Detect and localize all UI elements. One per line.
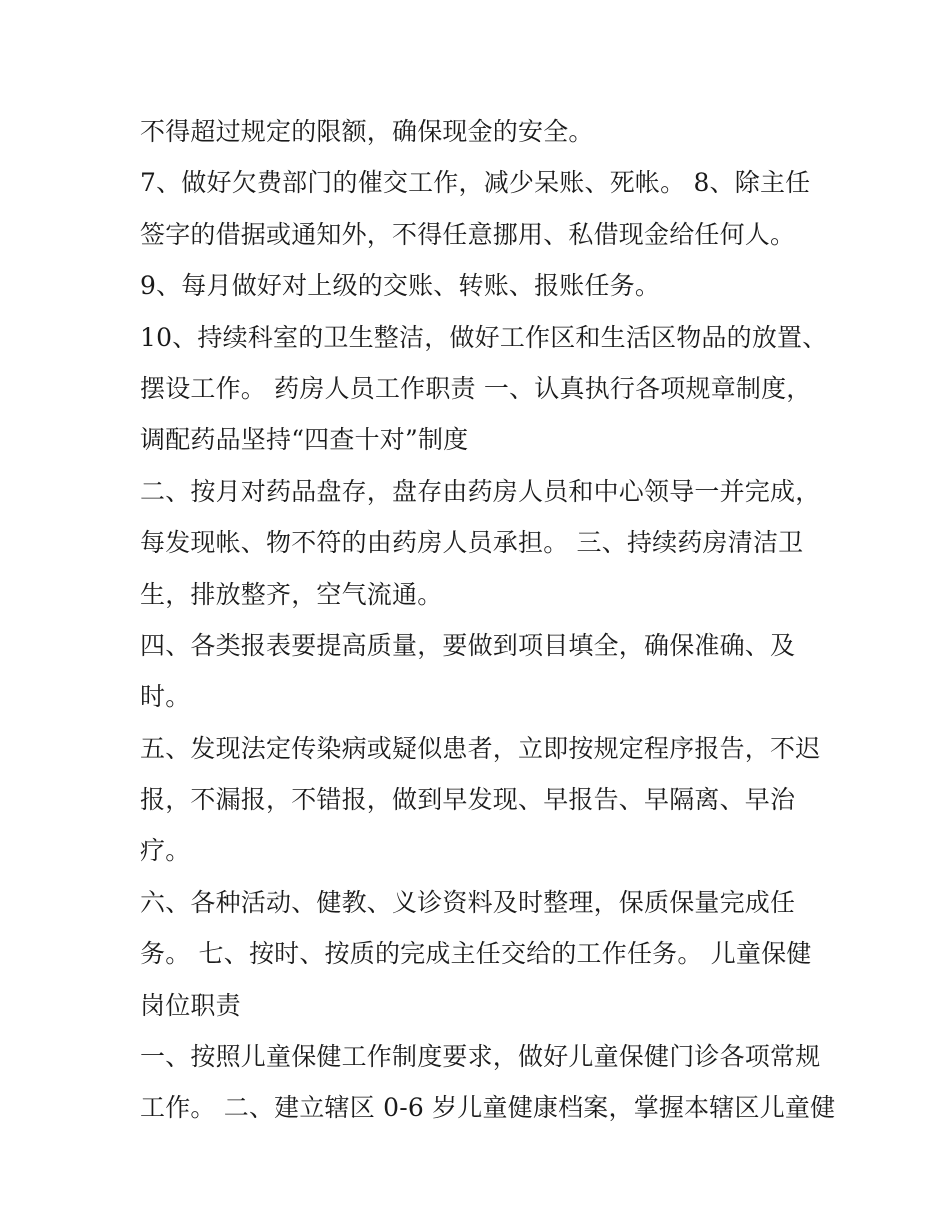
text-line: 六、各种活动、健教、义诊资料及时整理，保质保量完成任	[140, 887, 796, 917]
text-line: 时。	[140, 682, 191, 712]
text-line: 四、各类报表要提高质量，要做到项目填全，确保准确、及	[140, 630, 796, 660]
text-line: 不得超过规定的限额，确保现金的安全。	[140, 117, 594, 146]
text-line: 报，不漏报，不错报，做到早发现、早报告、早隔离、早治	[140, 785, 796, 815]
text-line: 生，排放整齐，空气流通。	[140, 579, 443, 609]
text-line: 工作。 二、建立辖区 0-6 岁儿童健康档案，掌握本辖区儿童健	[140, 1093, 836, 1123]
text-line: 签字的借据或通知外，不得任意挪用、私借现金给任何人。	[140, 219, 796, 249]
text-line: 五、发现法定传染病或疑似患者，立即按规定程序报告，不迟	[140, 733, 821, 763]
text-line: 一、按照儿童保健工作制度要求，做好儿童保健门诊各项常规	[140, 1042, 821, 1072]
text-line: 疗。	[140, 836, 191, 866]
text-line: 二、按月对药品盘存，盘存由药房人员和中心领导一并完成，	[140, 476, 821, 506]
text-line: 务。 七、按时、按质的完成主任交给的工作任务。 儿童保健	[140, 939, 812, 969]
text-line: 10、持续科室的卫生整洁，做好工作区和生活区物品的放置、	[140, 322, 828, 352]
text-line: 每发现帐、物不符的由药房人员承担。 三、持续药房清洁卫	[140, 528, 804, 558]
text-line: 9、每月做好对上级的交账、转账、报账任务。	[140, 271, 661, 301]
text-line: 摆设工作。 药房人员工作职责 一、认真执行各项规章制度，	[140, 373, 812, 403]
text-line: 调配药品坚持“四查十对”制度	[140, 425, 469, 455]
text-line: 岗位职责	[140, 990, 241, 1020]
text-line: 7、做好欠费部门的催交工作，减少呆账、死帐。 8、除主任	[140, 168, 811, 198]
document-body	[140, 106, 836, 1134]
